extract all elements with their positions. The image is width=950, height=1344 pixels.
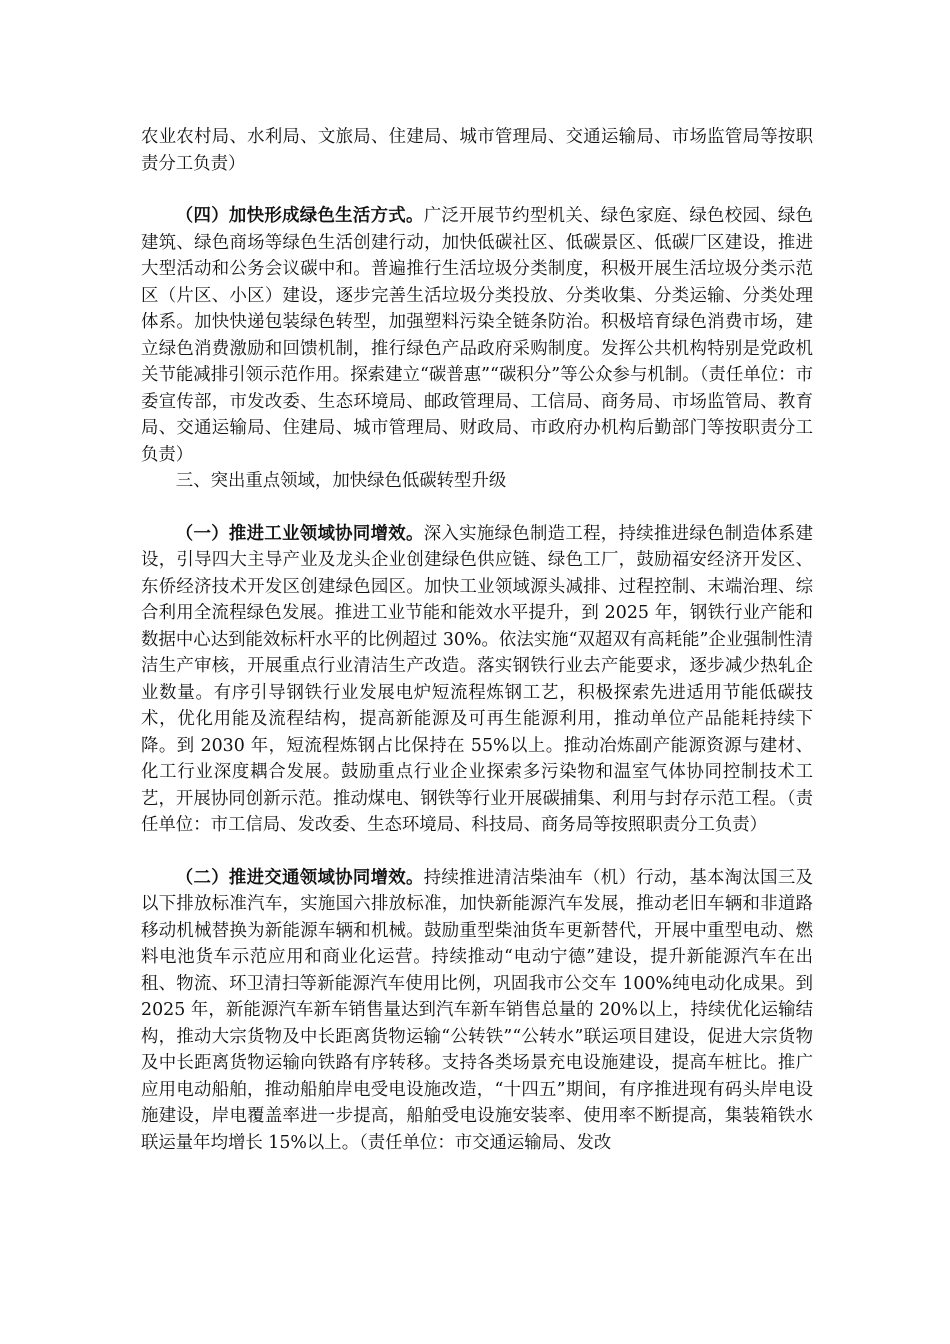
paragraph-industry bbox=[141, 521, 813, 839]
paragraph-lead: （四）加快形成绿色生活方式。 bbox=[175, 206, 424, 226]
paragraph-lead: （二）推进交通领域协同增效。 bbox=[175, 867, 424, 888]
paragraph-text: 持续推进清洁柴油车（机）行动，基本淘汰国三及以下排放标准汽车，实施国六排放标准，加快新能源汽车发展，推动老旧车辆和非道路移动机械替换为新能源车辆和机械。鼓励重型柴油货车更新替代，开展中重型电动、燃料电池货车示范应用和商业化运营。持续推动“电动宁德”建设，提升新能源汽车在出租、物流、环卫清扫等新能源汽车使用比例，巩固我市公交车 100%纯电动化成果。到 2025 年，新能源汽车新车销售量达到汽车新车销售总量的 20%以上，持续优化运输结构，推动大宗货物及中长距离货物运输“公转铁”“公转水”联运项目建设，促进大宗货物及中长距离货物运输向铁路有序转移。支持各类场景充电设施建设，提高车桩比。推广应用电动船舶，推动船舶岸电受电设施改造，“十四五”期间，有序推进现有码头岸电设施建设，岸电覆盖率进一步提高，船舶受电设施安装率、使用率不断提高，集装箱铁水联运量年均增长 15%以上。（责任单位：市交通运输局、发改 bbox=[141, 867, 813, 1153]
paragraph-text: 深入实施绿色制造工程，持续推进绿色制造体系建设，引导四大主导产业及龙头企业创建绿色供应链、绿色工厂，鼓励福安经济开发区、东侨经济技术开发区创建绿色园区。加快工业领域源头减排、过程控制、末端治理、综合利用全流程绿色发展。推进工业节能和能效水平提升，到 2025 年，钢铁行业产能和数据中心达到能效标杆水平的比例超过 30%。依法实施“双超双有高耗能”企业强制性清洁生产审核，开展重点行业清洁生产改造。落实钢铁行业去产能要求，逐步减少热轧企业数量。有序引导钢铁行业发展电炉短流程炼钢工艺，积极探索先进适用节能低碳技术，优化用能及流程结构，提高新能源及可再生能源利用，推动单位产品能耗持续下降。到 2030 年，短流程炼钢占比保持在 55%以上。推动冶炼副产能源资源与建材、化工行业深度耦合发展。鼓励重点行业企业探索多污染物和温室气体协同控制技术工艺，开展协同创新示范。推动煤电、钢铁等行业开展碳捕集、利用与封存示范工程。（责任单位：市工信局、发改委、生态环境局、科技局、商务局等按照职责分工负责） bbox=[141, 523, 813, 835]
document-page bbox=[141, 124, 813, 1156]
paragraph-continuation bbox=[141, 124, 813, 177]
paragraph-text: 农业农村局、水利局、文旅局、住建局、城市管理局、交通运输局、市场监管局等按职责分工负责） bbox=[141, 127, 813, 174]
paragraph-transport bbox=[141, 865, 813, 1157]
paragraph-green-lifestyle bbox=[141, 203, 813, 468]
section-heading: 三、突出重点领域，加快绿色低碳转型升级 bbox=[175, 471, 507, 491]
paragraph-text: 广泛开展节约型机关、绿色家庭、绿色校园、绿色建筑、绿色商场等绿色生活创建行动，加快低碳社区、低碳景区、低碳厂区建设，推进大型活动和公务会议碳中和。普遍推行生活垃圾分类制度，积极开展生活垃圾分类示范区（片区、小区）建设，逐步完善生活垃圾分类投放、分类收集、分类运输、分类处理体系。加快快递包装绿色转型，加强塑料污染全链条防治。积极培育绿色消费市场，建立绿色消费激励和回馈机制，推行绿色产品政府采购制度。发挥公共机构特别是党政机关节能减排引领示范作用。探索建立“碳普惠”“碳积分”等公众参与机制。（责任单位：市委宣传部，市发改委、生态环境局、邮政管理局、工信局、商务局、市场监管局、教育局、交通运输局、住建局、城市管理局、财政局、市政府办机构后勤部门等按职责分工负责） bbox=[141, 206, 813, 465]
paragraph-lead: （一）推进工业领域协同增效。 bbox=[175, 523, 424, 544]
